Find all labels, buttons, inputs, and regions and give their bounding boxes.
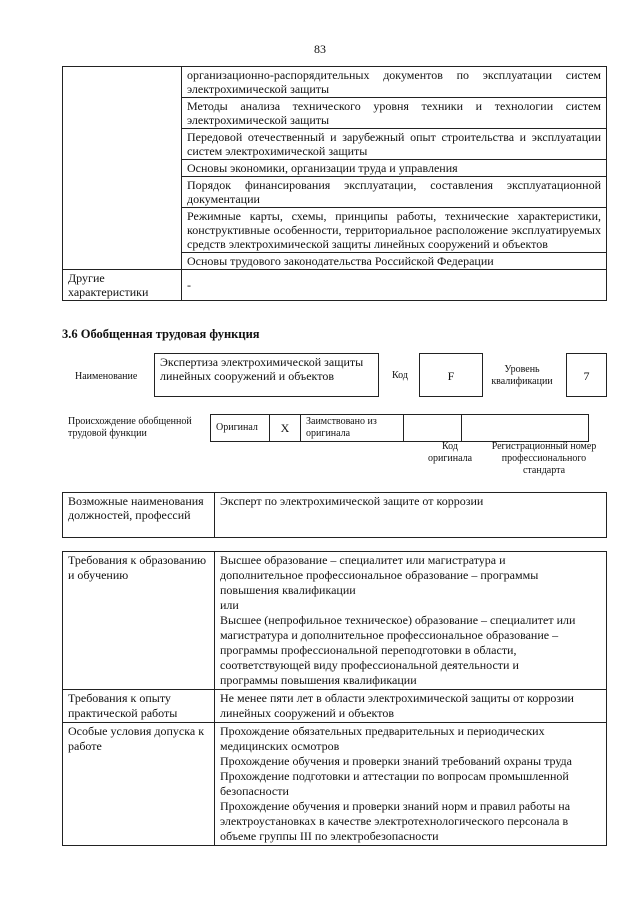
positions-value: Эксперт по электрохимической защите от коррозии xyxy=(215,493,607,538)
conditions-line: безопасности xyxy=(220,784,289,798)
conditions-line: электроустановках в качестве электротехнологического персонала в xyxy=(220,814,569,828)
education-line: дополнительное профессиональное образование – программы xyxy=(220,568,539,582)
conditions-line: Прохождение подготовки и аттестации по вопросам промышленной xyxy=(220,769,569,783)
education-line: программы повышения квалификации xyxy=(220,673,417,687)
education-line: магистратура и дополнительное профессиональное образование – xyxy=(220,628,559,642)
origin-table xyxy=(210,414,589,442)
conditions-line: объеме группы III по электробезопасности xyxy=(220,829,439,843)
knowledge-row: Передовой отечественный и зарубежный опыт строительства и эксплуатации систем электрохимической защиты xyxy=(182,129,607,160)
positions-label: Возможные наименования должностей, профессий xyxy=(63,493,215,538)
knowledge-table xyxy=(62,66,607,301)
registration-number-cell xyxy=(462,415,589,442)
education-line: Высшее (непрофильное техническое) образование – специалитет или xyxy=(220,613,576,627)
code-original-caption: Код оригинала xyxy=(427,441,473,464)
function-name-box: Экспертиза электрохимической защиты линейных сооружений и объектов xyxy=(154,353,379,397)
knowledge-row: организационно-распорядительных документов по эксплуатации систем электрохимической защиты xyxy=(182,67,607,98)
conditions-line: Прохождение обучения и проверки знаний норм и правил работы на xyxy=(220,799,571,813)
name-label: Наименование xyxy=(75,371,138,382)
experience-label: Требования к опыту практической работы xyxy=(63,690,215,723)
other-characteristics-value: - xyxy=(182,270,607,301)
original-code-cell xyxy=(404,415,462,442)
education-line: соответствующей виду профессиональной деятельности и xyxy=(220,658,519,672)
level-label: Уровень квалификации xyxy=(491,364,553,387)
code-label: Код xyxy=(392,370,408,381)
other-characteristics-label: Другие характеристики xyxy=(63,270,182,301)
conditions-line: Прохождение обучения и проверки знаний требований охраны труда xyxy=(220,754,572,768)
requirements-table xyxy=(62,551,607,846)
conditions-line: Прохождение обязательных предварительных и периодических xyxy=(220,724,545,738)
education-line: программы профессиональной переподготовки в области, xyxy=(220,643,517,657)
level-box: 7 xyxy=(566,353,607,397)
education-line: повышения квалификации xyxy=(220,583,356,597)
conditions-line: медицинских осмотров xyxy=(220,739,340,753)
knowledge-label-cell xyxy=(63,67,182,270)
education-line: или xyxy=(220,598,239,612)
special-conditions-value xyxy=(215,723,607,846)
borrowed-label: Заимствовано из оригинала xyxy=(301,415,404,442)
education-value xyxy=(215,552,607,690)
knowledge-row: Порядок финансирования эксплуатации, составления эксплуатационной документации xyxy=(182,177,607,208)
positions-table xyxy=(62,492,607,538)
experience-line: Не менее пяти лет в области электрохимической защиты от коррозии xyxy=(220,691,574,705)
knowledge-row: Методы анализа технического уровня техники и технологии систем электрохимической защиты xyxy=(182,98,607,129)
registration-number-caption: Регистрационный номер профессионального стандарта xyxy=(491,441,597,476)
knowledge-row: Основы трудового законодательства Российской Федерации xyxy=(182,253,607,270)
function-code-box: F xyxy=(419,353,483,397)
knowledge-row: Основы экономики, организации труда и управления xyxy=(182,160,607,177)
section-heading: 3.6 Обобщенная трудовая функция xyxy=(62,327,260,341)
original-label: Оригинал xyxy=(211,415,270,442)
experience-value xyxy=(215,690,607,723)
knowledge-row: Режимные карты, схемы, принципы работы, технические характеристики, конструктивные особенности, территориальное расположение эксплуатируемых средств электрохимической защиты линейных сооружений и объектов xyxy=(182,208,607,253)
education-line: Высшее образование – специалитет или магистратура и xyxy=(220,553,506,567)
page-number: 83 xyxy=(314,42,326,56)
origin-label: Происхождение обобщенной трудовой функции xyxy=(68,416,192,439)
original-mark: X xyxy=(270,415,301,442)
education-label: Требования к образованию и обучению xyxy=(63,552,215,690)
experience-line: линейных сооружений и объектов xyxy=(220,706,394,720)
special-conditions-label: Особые условия допуска к работе xyxy=(63,723,215,846)
